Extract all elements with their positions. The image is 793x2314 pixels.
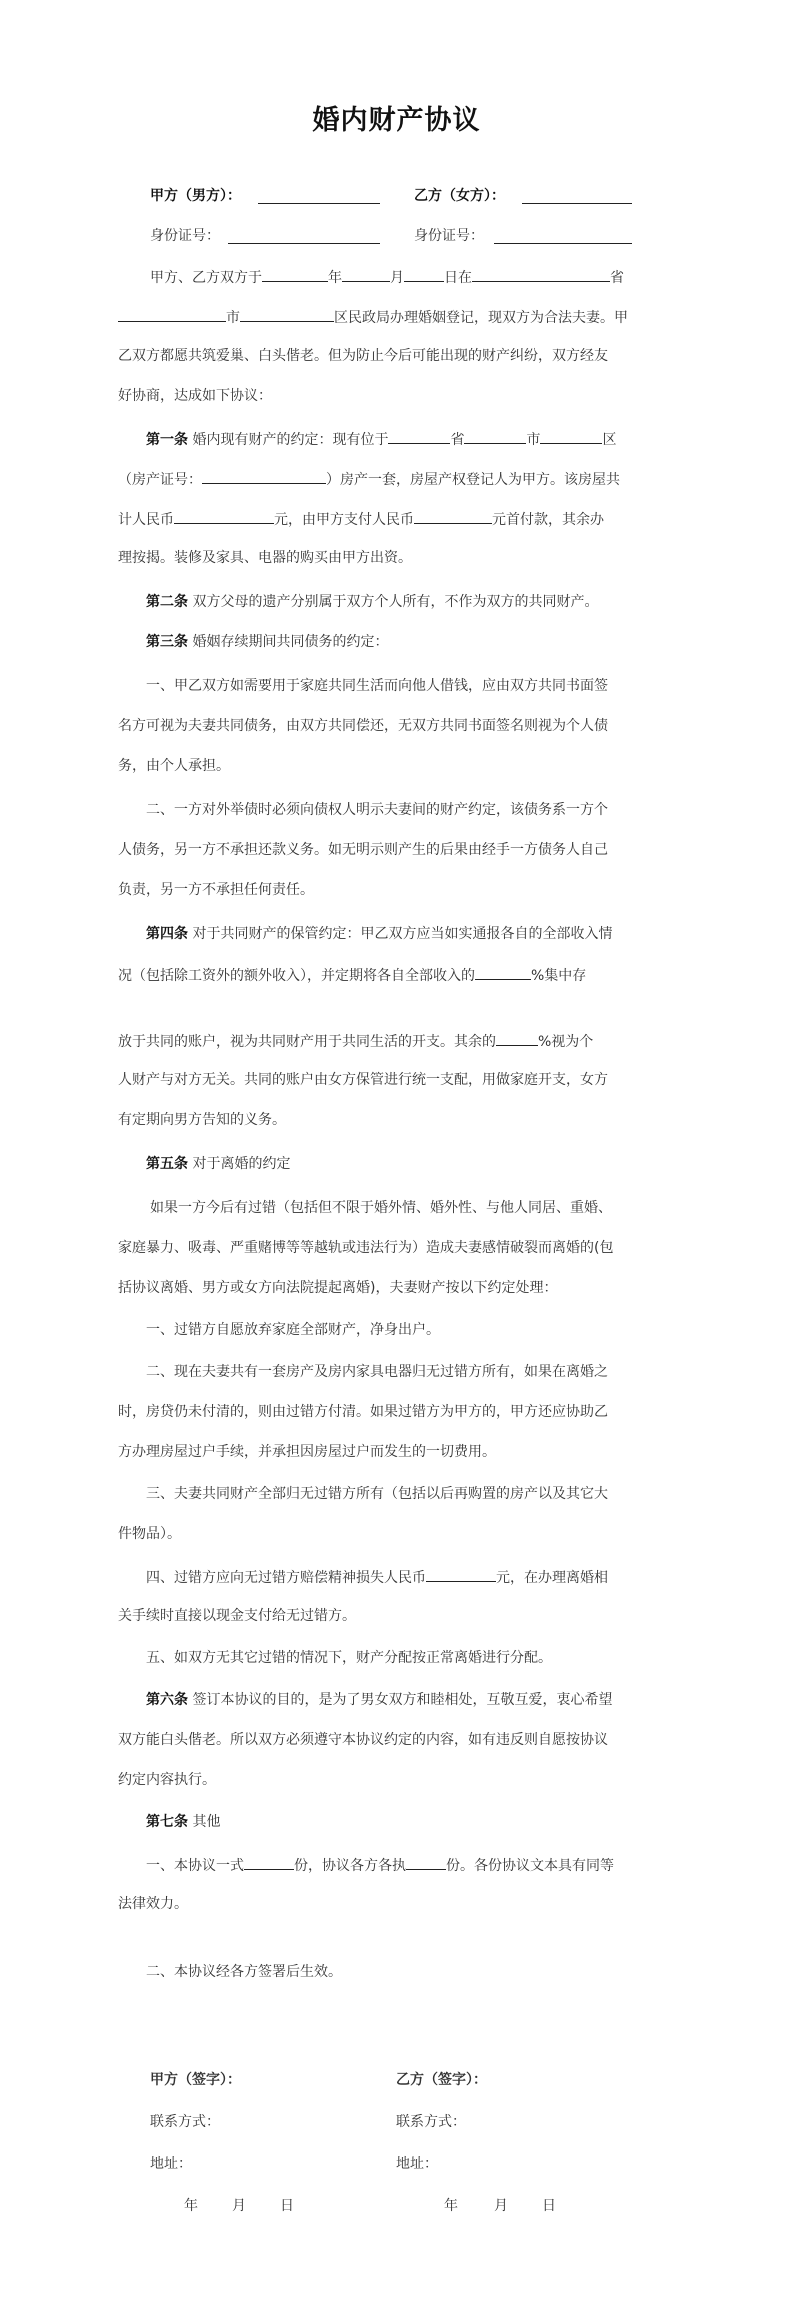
- intro-text: 甲方、乙方双方于: [150, 270, 262, 286]
- party-b-date-day: 日: [542, 2198, 556, 2214]
- art3-p2-line-2: 人债务，另一方不承担还款义务。如无明示则产生的后果由经手一方债务人自己: [118, 842, 608, 858]
- art1-province: 省: [450, 432, 465, 448]
- party-a-date-day: 日: [280, 2198, 294, 2214]
- compensation-blank: [426, 1566, 496, 1582]
- art5-p2-line-2: 时，房贷仍未付清的，则由过错方付清。如果过错方为甲方的，甲方还应协助乙: [118, 1404, 608, 1420]
- art1-text: 婚内现有财产的约定：现有位于: [192, 432, 389, 448]
- art4-text: 对于共同财产的保管约定：甲乙双方应当如实通报各自的全部收入情: [192, 926, 613, 942]
- art5-p0-line-1: 如果一方今后有过错（包括但不限于婚外情、婚外性、与他人同居、重婚、: [150, 1200, 612, 1216]
- intro-line-4: 好协商，达成如下协议：: [118, 388, 272, 404]
- intro-month: 月: [390, 270, 404, 286]
- art7-text: 份，协议各方各执: [294, 1858, 406, 1874]
- art4-heading: 第四条: [146, 926, 188, 942]
- art1-city: 市: [526, 432, 541, 448]
- art6-line-1: [146, 1690, 612, 1710]
- art7-p2: 二、本协议经各方签署后生效。: [146, 1964, 342, 1980]
- intro-line-3: 乙双方都愿共筑爱巢、白头偕老。但为防止今后可能出现的财产纠纷，双方经友: [118, 348, 608, 364]
- art4-line-2: [118, 964, 586, 986]
- art4-line-3: [118, 1030, 593, 1052]
- art4-line-1: [146, 924, 612, 944]
- art5-heading: 第五条: [146, 1156, 188, 1172]
- art6-heading: 第六条: [146, 1692, 188, 1708]
- intro-line-2: [118, 306, 628, 328]
- art1-text: 元首付款，其余办: [492, 512, 604, 528]
- party-a-signature-label: 甲方（签字）：: [150, 2072, 241, 2088]
- art1-text: ）房产一套，房屋产权登记人为甲方。该房屋共: [326, 472, 620, 488]
- each-copies-blank: [406, 1854, 446, 1870]
- art2-text: 双方父母的遗产分别属于双方个人所有，不作为双方的共同财产。: [192, 594, 599, 610]
- art1-text: （房产证号：: [118, 472, 202, 488]
- art5-text: 元，在办理离婚相: [496, 1570, 608, 1586]
- art2-heading: 第二条: [146, 594, 188, 610]
- intro-year: 年: [328, 270, 342, 286]
- art1-line-3: [118, 508, 604, 530]
- art5-p3-line-1: 三、夫妻共同财产全部归无过错方所有（包括以后再购置的房产以及其它大: [146, 1486, 608, 1502]
- art3-p1-line-1: 一、甲乙双方如需要用于家庭共同生活而向他人借钱，应由双方共同书面签: [146, 678, 608, 694]
- party-b-date-month: 月: [494, 2198, 508, 2214]
- art7-line: [146, 1812, 220, 1832]
- art6-text: 签订本协议的目的，是为了男女双方和睦相处，互敬互爱，衷心希望: [192, 1692, 613, 1708]
- art5-text: 对于离婚的约定: [192, 1156, 291, 1172]
- art5-p2-line-3: 方办理房屋过户手续，并承担因房屋过户而发生的一切费用。: [118, 1444, 496, 1460]
- percent-blank-1: [475, 964, 531, 980]
- cert-blank: [202, 468, 326, 484]
- day-blank: [404, 266, 444, 282]
- intro-province: 省: [610, 270, 624, 286]
- copies-blank: [244, 1854, 294, 1870]
- party-a-address-label: 地址：: [150, 2156, 192, 2172]
- art5-p2-line-1: 二、现在夫妻共有一套房产及房内家具电器归无过错方所有，如果在离婚之: [146, 1364, 608, 1380]
- intro-day: 日在: [444, 270, 472, 286]
- art4-line-4: 人财产与对方无关。共同的账户由女方保管进行统一支配，用做家庭开支，女方: [118, 1072, 608, 1088]
- art1-text: 元，由甲方支付人民币: [274, 512, 414, 528]
- art5-line: [146, 1154, 290, 1174]
- party-b-signature-label: 乙方（签字）：: [396, 2072, 487, 2088]
- art4-text: %视为个: [538, 1034, 594, 1050]
- art5-p1: 一、过错方自愿放弃家庭全部财产，净身出户。: [146, 1322, 440, 1338]
- year-blank: [262, 266, 328, 282]
- art1-line-4: 理按揭。装修及家具、电器的购买由甲方出资。: [118, 550, 412, 566]
- art7-heading: 第七条: [146, 1814, 188, 1830]
- art7-text: 其他: [192, 1814, 221, 1830]
- party-b-date-year: 年: [444, 2198, 458, 2214]
- art1-line-1: [146, 428, 616, 450]
- city-blank: [118, 306, 226, 322]
- art1-city-blank: [464, 428, 526, 444]
- art4-text: 放于共同的账户，视为共同财产用于共同生活的开支。其余的: [118, 1034, 496, 1050]
- art4-line-5: 有定期向男方告知的义务。: [118, 1112, 286, 1128]
- downpay-blank: [414, 508, 492, 524]
- art1-district-blank: [540, 428, 602, 444]
- art3-text: 婚姻存续期间共同债务的约定：: [192, 634, 389, 650]
- art5-text: 四、过错方应向无过错方赔偿精神损失人民币: [146, 1570, 426, 1586]
- art7-text: 一、本协议一式: [146, 1858, 244, 1874]
- intro-text: 区民政局办理婚姻登记，现双方为合法夫妻。甲: [334, 310, 628, 326]
- art5-p0-line-3: 括协议离婚、男方或女方向法院提起离婚)，夫妻财产按以下约定处理：: [118, 1280, 558, 1296]
- month-blank: [342, 266, 390, 282]
- art1-text: 计人民币: [118, 512, 174, 528]
- art6-line-3: 约定内容执行。: [118, 1772, 216, 1788]
- party-a-id-blank: [228, 228, 380, 244]
- party-a-blank: [258, 188, 380, 204]
- art5-p0-line-2: 家庭暴力、吸毒、严重赌博等等越轨或违法行为）造成夫妻感情破裂而离婚的(包: [118, 1240, 614, 1256]
- party-a-contact-label: 联系方式：: [150, 2114, 220, 2130]
- party-a-id-label: 身份证号：: [150, 228, 220, 244]
- art3-line: [146, 632, 388, 652]
- party-a-label: 甲方（男方）：: [150, 188, 241, 204]
- art1-line-2: [118, 468, 620, 490]
- art7-p1-line-2: 法律效力。: [118, 1896, 188, 1912]
- art3-p2-line-1: 二、一方对外举债时必须向债权人明示夫妻间的财产约定，该债务系一方个: [146, 802, 608, 818]
- percent-blank-2: [496, 1030, 538, 1046]
- party-b-blank: [522, 188, 632, 204]
- art5-p5: 五、如双方无其它过错的情况下，财产分配按正常离婚进行分配。: [146, 1650, 552, 1666]
- art5-p3-line-2: 件物品）。: [118, 1526, 181, 1542]
- art1-heading: 第一条: [146, 432, 188, 448]
- party-b-label: 乙方（女方）：: [414, 188, 505, 204]
- price-blank: [174, 508, 274, 524]
- art5-p4-line-1: [146, 1566, 608, 1588]
- intro-city: 市: [226, 310, 240, 326]
- art3-heading: 第三条: [146, 634, 188, 650]
- art5-p4-line-2: 关手续时直接以现金支付给无过错方。: [118, 1608, 356, 1624]
- art4-text: 况（包括除工资外的额外收入），并定期将各自全部收入的: [118, 968, 475, 984]
- party-b-contact-label: 联系方式：: [396, 2114, 466, 2130]
- art3-p2-line-3: 负责，另一方不承担任何责任。: [118, 882, 314, 898]
- place-blank: [472, 266, 610, 282]
- party-b-id-blank: [494, 228, 632, 244]
- art2-line: [146, 592, 598, 612]
- party-a-date-year: 年: [184, 2198, 198, 2214]
- party-b-address-label: 地址：: [396, 2156, 438, 2172]
- art3-p1-line-2: 名方可视为夫妻共同债务，由双方共同偿还，无双方共同书面签名则视为个人债: [118, 718, 608, 734]
- party-a-date-month: 月: [232, 2198, 246, 2214]
- intro-line-1: [150, 266, 624, 288]
- art1-district: 区: [602, 432, 617, 448]
- district-blank: [240, 306, 334, 322]
- document-title: 婚内财产协议: [312, 105, 481, 136]
- art4-text: %集中存: [531, 968, 587, 984]
- art3-p1-line-3: 务，由个人承担。: [118, 758, 230, 774]
- art7-text: 份。各份协议文本具有同等: [446, 1858, 614, 1874]
- art1-province-blank: [388, 428, 450, 444]
- party-b-id-label: 身份证号：: [414, 228, 484, 244]
- art7-p1-line-1: [146, 1854, 614, 1876]
- art6-line-2: 双方能白头偕老。所以双方必须遵守本协议约定的内容，如有违反则自愿按协议: [118, 1732, 608, 1748]
